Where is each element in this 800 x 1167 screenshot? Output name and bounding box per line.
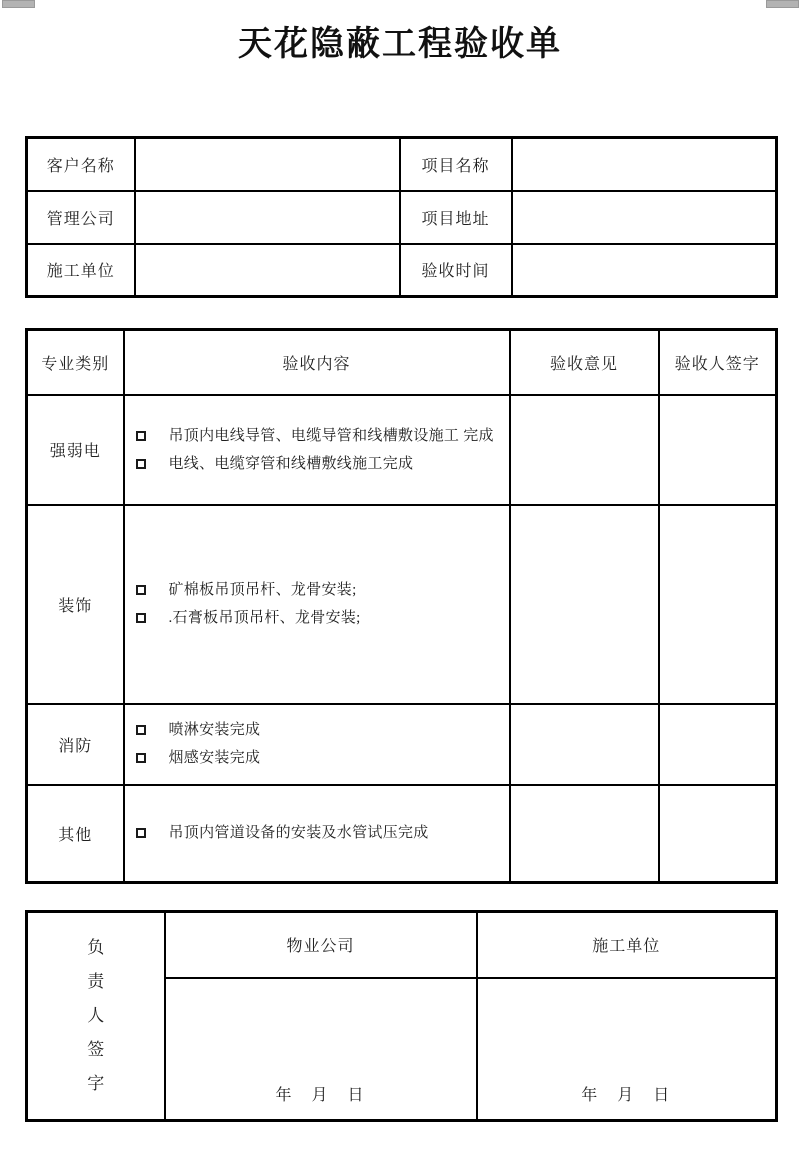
checkbox-icon[interactable] <box>136 585 146 595</box>
checkbox-icon[interactable] <box>136 459 146 469</box>
page-title: 天花隐蔽工程验收单 <box>238 25 562 63</box>
signature-table <box>25 910 778 1122</box>
top-right-gray-bar <box>766 0 799 8</box>
table-row <box>27 244 777 297</box>
checkbox-icon[interactable] <box>136 431 146 441</box>
signature-cell[interactable] <box>659 704 777 785</box>
info-label-acceptance-time: 验收时间 <box>400 244 512 297</box>
table-row-decoration <box>27 505 777 704</box>
party-header-construction-unit: 施工单位 <box>477 912 777 978</box>
signature-cell[interactable] <box>659 395 777 505</box>
info-value-customer-name[interactable] <box>135 138 400 191</box>
column-header-opinion: 验收意见 <box>510 330 659 395</box>
table-row-electrical <box>27 395 777 505</box>
checklist-item <box>136 604 505 632</box>
info-label-project-address: 项目地址 <box>400 191 512 244</box>
category-label: 其他 <box>27 785 124 883</box>
checklist-item <box>136 422 505 450</box>
signature-cell[interactable] <box>659 505 777 704</box>
info-value-construction-unit[interactable] <box>135 244 400 297</box>
info-label-construction-unit: 施工单位 <box>27 244 135 297</box>
opinion-cell[interactable] <box>510 505 659 704</box>
checklist-item-label: 吊顶内管道设备的安装及水管试压完成 <box>168 825 429 842</box>
checklist-item-label: 矿棉板吊顶吊杆、龙骨安装; <box>168 582 357 598</box>
header-row <box>27 912 777 978</box>
signature-area-construction-unit[interactable] <box>477 978 777 1121</box>
header-row <box>27 330 777 395</box>
checkbox-icon[interactable] <box>136 753 146 763</box>
info-table <box>25 136 778 298</box>
category-label: 装饰 <box>27 505 124 704</box>
checkbox-icon[interactable] <box>136 725 146 735</box>
opinion-cell[interactable] <box>510 704 659 785</box>
checklist-item-label: 喷淋安装完成 <box>168 722 261 738</box>
info-value-project-address[interactable] <box>512 191 777 244</box>
table-row-other <box>27 785 777 883</box>
responsible-person-signature-label: 负责人签字 <box>27 912 165 1121</box>
table-row <box>27 138 777 191</box>
checklist-item <box>136 744 505 772</box>
column-header-category: 专业类别 <box>27 330 124 395</box>
table-row-fire <box>27 704 777 785</box>
checklist-item-label: 电线、电缆穿管和线槽敷线施工完成 <box>168 455 414 472</box>
party-header-property-company: 物业公司 <box>165 912 477 978</box>
table-row <box>27 191 777 244</box>
column-header-signature: 验收人签字 <box>659 330 777 395</box>
info-label-customer-name: 客户名称 <box>27 138 135 191</box>
checklist-cell <box>124 704 510 785</box>
info-value-acceptance-time[interactable] <box>512 244 777 297</box>
checklist-item-label: .石膏板吊顶吊杆、龙骨安装; <box>168 610 361 626</box>
checklist-item-label: 烟感安装完成 <box>168 750 261 766</box>
signature-area-property-company[interactable] <box>165 978 477 1121</box>
acceptance-table <box>25 328 778 884</box>
info-value-management-company[interactable] <box>135 191 400 244</box>
date-line: 年 月 日 <box>275 1087 366 1104</box>
checklist-item <box>136 450 505 478</box>
column-header-content: 验收内容 <box>124 330 510 395</box>
date-line: 年 月 日 <box>581 1087 672 1104</box>
checkbox-icon[interactable] <box>136 613 146 623</box>
checklist-item-label: 吊顶内电线导管、电缆导管和线槽敷设施工 完成 <box>168 427 494 444</box>
info-label-project-name: 项目名称 <box>400 138 512 191</box>
checklist-item <box>136 819 505 847</box>
signature-cell[interactable] <box>659 785 777 883</box>
checklist-cell <box>124 395 510 505</box>
category-label: 强弱电 <box>27 395 124 505</box>
opinion-cell[interactable] <box>510 785 659 883</box>
info-value-project-name[interactable] <box>512 138 777 191</box>
category-label: 消防 <box>27 704 124 785</box>
info-label-management-company: 管理公司 <box>27 191 135 244</box>
checklist-cell <box>124 505 510 704</box>
checklist-item <box>136 716 505 744</box>
top-left-gray-bar <box>2 0 35 8</box>
checkbox-icon[interactable] <box>136 828 146 838</box>
opinion-cell[interactable] <box>510 395 659 505</box>
checklist-cell <box>124 785 510 883</box>
checklist-item <box>136 576 505 604</box>
